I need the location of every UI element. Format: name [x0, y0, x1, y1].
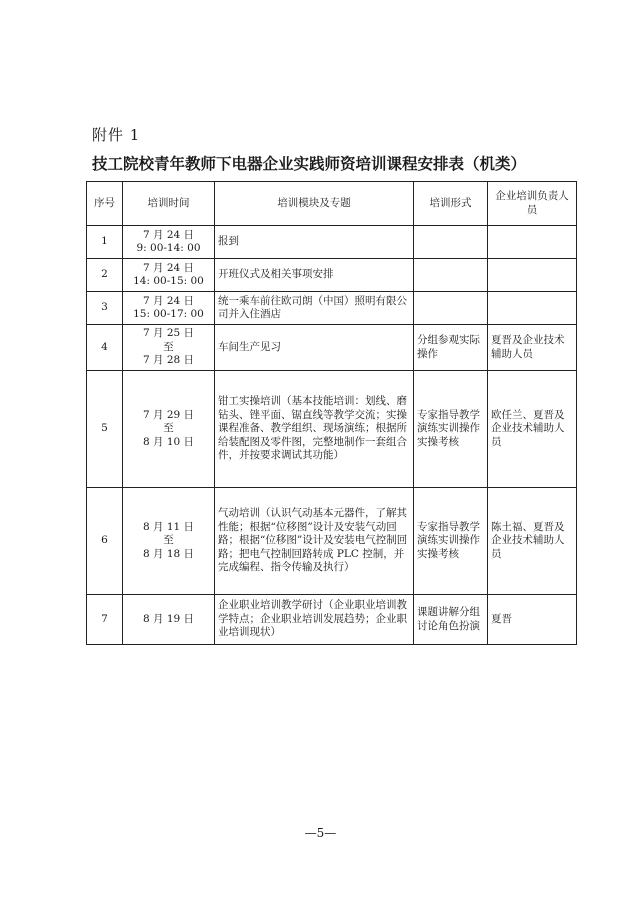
- row-form: 专家指导教学演练实训操作实操考核: [414, 488, 488, 595]
- row-form: [414, 292, 488, 325]
- row-responsible: [488, 259, 577, 292]
- row-form: 分组参观实际操作: [414, 325, 488, 371]
- row-number: 3: [87, 292, 123, 325]
- row-time: [123, 371, 215, 488]
- row-form: [414, 226, 488, 259]
- row-responsible: 夏晋: [488, 595, 577, 645]
- row-time-line: 至: [163, 340, 174, 353]
- header-no: 序号: [87, 182, 123, 226]
- row-time-line: 7 月 25 日: [142, 327, 195, 340]
- page-number: —5—: [304, 826, 337, 840]
- row-time: [123, 292, 215, 325]
- table-header-row: [87, 182, 577, 226]
- row-responsible: 陈土福、夏晋及企业技术辅助人员: [488, 488, 577, 595]
- row-number: 7: [87, 595, 123, 645]
- row-number: 6: [87, 488, 123, 595]
- row-time: [123, 259, 215, 292]
- row-time: [123, 595, 215, 645]
- row-time: [123, 488, 215, 595]
- row-number: 5: [87, 371, 123, 488]
- row-time-line: 14: 00-15: 00: [133, 275, 204, 287]
- row-number: 4: [87, 325, 123, 371]
- table-row: [87, 259, 577, 292]
- row-time-line: 8 月 19 日: [142, 612, 195, 625]
- row-responsible: [488, 226, 577, 259]
- row-time-line: 9: 00-14: 00: [136, 242, 201, 254]
- row-time-line: 7 月 29 日: [142, 408, 195, 421]
- row-form: 专家指导教学演练实训操作实操考核: [414, 371, 488, 488]
- row-time-line: 7 月 28 日: [142, 354, 195, 367]
- row-time: [123, 325, 215, 371]
- row-module: 开班仪式及相关事项安排: [215, 259, 414, 292]
- row-module: 统一乘车前往欧司朗（中国）照明有限公司并入住酒店: [215, 292, 414, 325]
- document-title: 技工院校青年教师下电器企业实践师资培训课程安排表（机类）: [92, 155, 527, 173]
- row-time-line: 7 月 24 日: [142, 294, 195, 307]
- row-module: 钳工实操培训（基本技能培训：划线、磨钻头、锉平面、锯直线等教学交流；实操课程准备、教学组织、现场演练；根据所给装配图及零件图，完整地制作一套组合件，并按要求调试其功能）: [215, 371, 414, 488]
- header-resp: 企业培训负责人员: [488, 182, 577, 226]
- table-row: [87, 292, 577, 325]
- header-module: 培训模块及专题: [215, 182, 414, 226]
- table-row: [87, 595, 577, 645]
- schedule-table: [86, 181, 577, 645]
- table-row: [87, 325, 577, 371]
- table-row: [87, 488, 577, 595]
- row-number: 1: [87, 226, 123, 259]
- row-responsible: 夏晋及企业技术辅助人员: [488, 325, 577, 371]
- row-time-line: 至: [163, 422, 174, 435]
- row-time: [123, 226, 215, 259]
- row-time-line: 15: 00-17: 00: [133, 308, 204, 320]
- row-time-line: 8 月 10 日: [142, 435, 195, 448]
- row-form: 课题讲解分组讨论角色扮演: [414, 595, 488, 645]
- row-module: 报到: [215, 226, 414, 259]
- row-responsible: 欧任兰、夏晋及企业技术辅助人员: [488, 371, 577, 488]
- row-time-line: 至: [163, 534, 174, 547]
- attachment-label: 附件 1: [92, 126, 141, 144]
- row-time-line: 7 月 24 日: [142, 228, 195, 241]
- row-time-line: 8 月 18 日: [142, 547, 195, 560]
- row-module: 企业职业培训教学研讨（企业职业培训教学特点；企业职业培训发展趋势；企业职业培训现状）: [215, 595, 414, 645]
- header-form: 培训形式: [414, 182, 488, 226]
- row-module: 车间生产见习: [215, 325, 414, 371]
- header-time: 培训时间: [123, 182, 215, 226]
- row-module: 气动培训（认识气动基本元器件，了解其性能；根据“位移图”设计及安装气动回路；根据“位移图”设计及安装电气控制回路；把电气控制回路转成 PLC 控制，并完成编程、指令传输及执行）: [215, 488, 414, 595]
- row-number: 2: [87, 259, 123, 292]
- row-responsible: [488, 292, 577, 325]
- row-time-line: 7 月 24 日: [142, 261, 195, 274]
- row-form: [414, 259, 488, 292]
- table-row: [87, 226, 577, 259]
- row-time-line: 8 月 11 日: [142, 520, 195, 533]
- table-row: [87, 371, 577, 488]
